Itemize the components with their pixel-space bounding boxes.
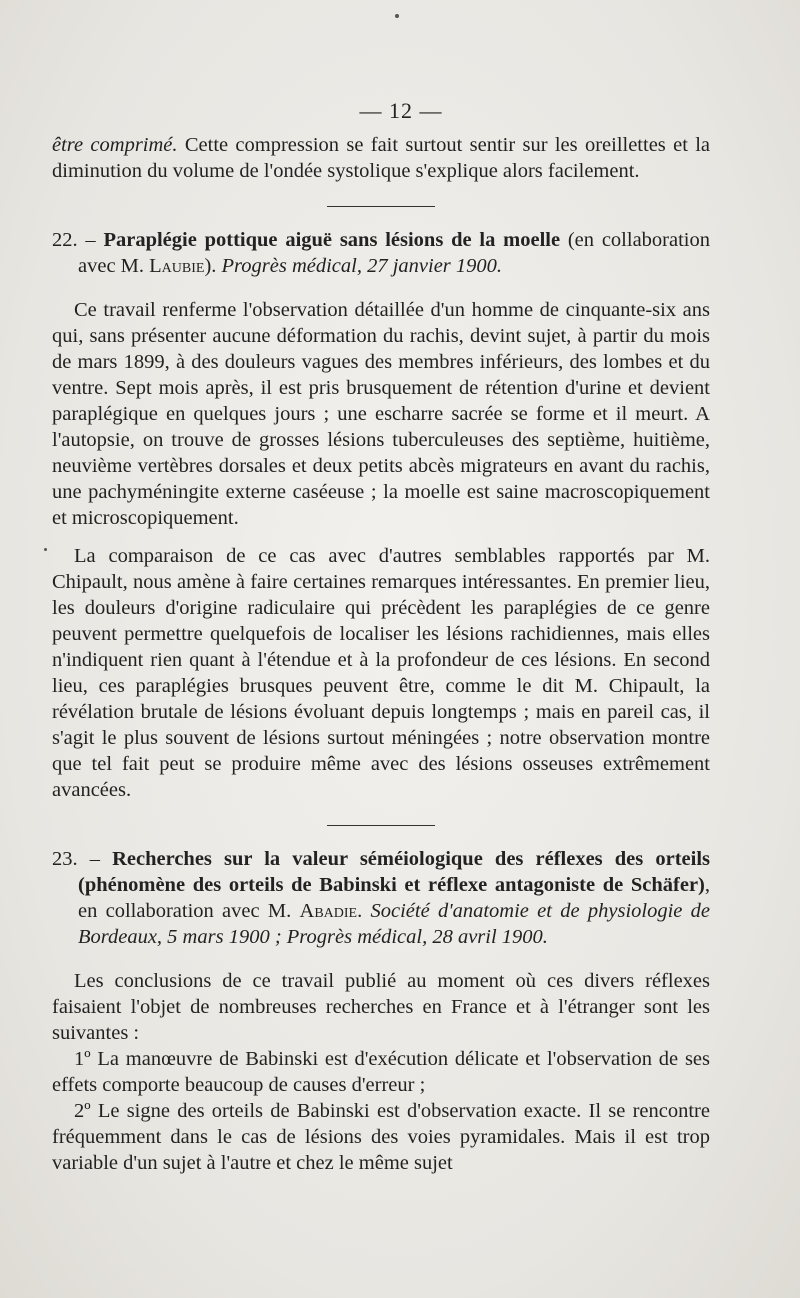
entry-23-heading — [52, 846, 710, 950]
intro-italic: être comprimé. — [52, 134, 178, 156]
page-number: — 12 — — [359, 98, 443, 123]
entry-23-citation: Société d'anatomie et de physiologie de Bordeaux, 5 mars 1900 ; Progrès médical, 28 avril 1900. — [78, 900, 711, 948]
intro-text: Cette compression se fait surtout sentir sur les oreillettes et la diminution du volume de l'ondée systolique s'explique alors facilement. — [52, 134, 710, 182]
entry-22-collab-name: Laubie — [149, 255, 205, 277]
entry-23-collab-name: Abadie — [299, 900, 358, 922]
section-divider — [327, 206, 435, 207]
entry-23-paragraph-1: Les conclusions de ce travail publié au moment où ces divers réflexes faisaient l'objet de nombreuses recherches en France et à l'étranger sont les suivantes : — [52, 970, 710, 1044]
paper-speck — [44, 548, 47, 551]
entry-23-collab-pre: , en collaboration avec M. — [78, 874, 710, 922]
entry-22-heading — [52, 227, 710, 279]
entry-22-number: 22. – — [52, 229, 96, 251]
entry-22-title: Paraplégie pottique aiguë sans lésions de la moelle — [103, 229, 561, 251]
entry-23-number: 23. – — [52, 848, 100, 870]
entry-22-collab-post: ). — [204, 255, 222, 277]
entry-23-collab-post: . — [357, 900, 371, 922]
entry-22-paragraph-2: La comparaison de ce cas avec d'autres semblables rapportés par M. Chipault, nous amène à faire certaines remarques intéressantes. En premier lieu, les douleurs d'origine radiculaire qui précèdent les paraplégies de ce genre peuvent permettre quelquefois de localiser les lésions rachidiennes, mais elles n'indiquent rien quant à l'étendue et à la profondeur de ces lésions. En second lieu, ces paraplégies brusques peuvent être, comme le dit M. Chipault, la révélation brutale de lésions évoluant depuis longtemps ; mais en pareil cas, il s'agit le plus souvent de lésions surtout méningées ; notre observation montre que tel fait peut se produire même avec des lésions osseuses extrêmement avancées. — [52, 545, 710, 801]
intro-paragraph — [52, 132, 710, 184]
paper-speck — [395, 14, 399, 18]
entry-23-item-2: 2º Le signe des orteils de Babinski est d'observation exacte. Il se rencontre fréquemment dans le cas de lésions des voies pyramidales. Mais il est trop variable d'un sujet à l'autre et chez le même sujet — [52, 1100, 710, 1174]
entry-22-citation: Progrès médical, 27 janvier 1900. — [221, 255, 503, 277]
entry-23-title: Recherches sur la valeur séméiologique des réflexes des orteils (phénomène des orteils de Babinski et réflexe antagoniste de Schäfer) — [78, 848, 710, 896]
entry-23-item-1: 1º La manœuvre de Babinski est d'exécution délicate et l'observation de ses effets comporte beaucoup de causes d'erreur ; — [52, 1048, 710, 1096]
entry-22-collab-pre: (en collaboration avec M. — [78, 229, 710, 277]
section-divider — [327, 825, 435, 826]
entry-22-paragraph-1: Ce travail renferme l'observation détaillée d'un homme de cinquante-six ans qui, sans présenter aucune déformation du rachis, devint sujet, à partir du mois de mars 1899, à des douleurs vagues des membres inférieurs, des lombes et du ventre. Sept mois après, il est pris brusquement de rétention d'urine et devient paraplégique en quelques jours ; une escharre sacrée se forme et il meurt. A l'autopsie, on trouve de grosses lésions tuberculeuses des septième, huitième, neuvième vertèbres dorsales et deux petits abcès migrateurs en avant du rachis, une pachyméningite externe caséeuse ; la moelle est saine macroscopiquement et microscopiquement. — [52, 299, 710, 529]
